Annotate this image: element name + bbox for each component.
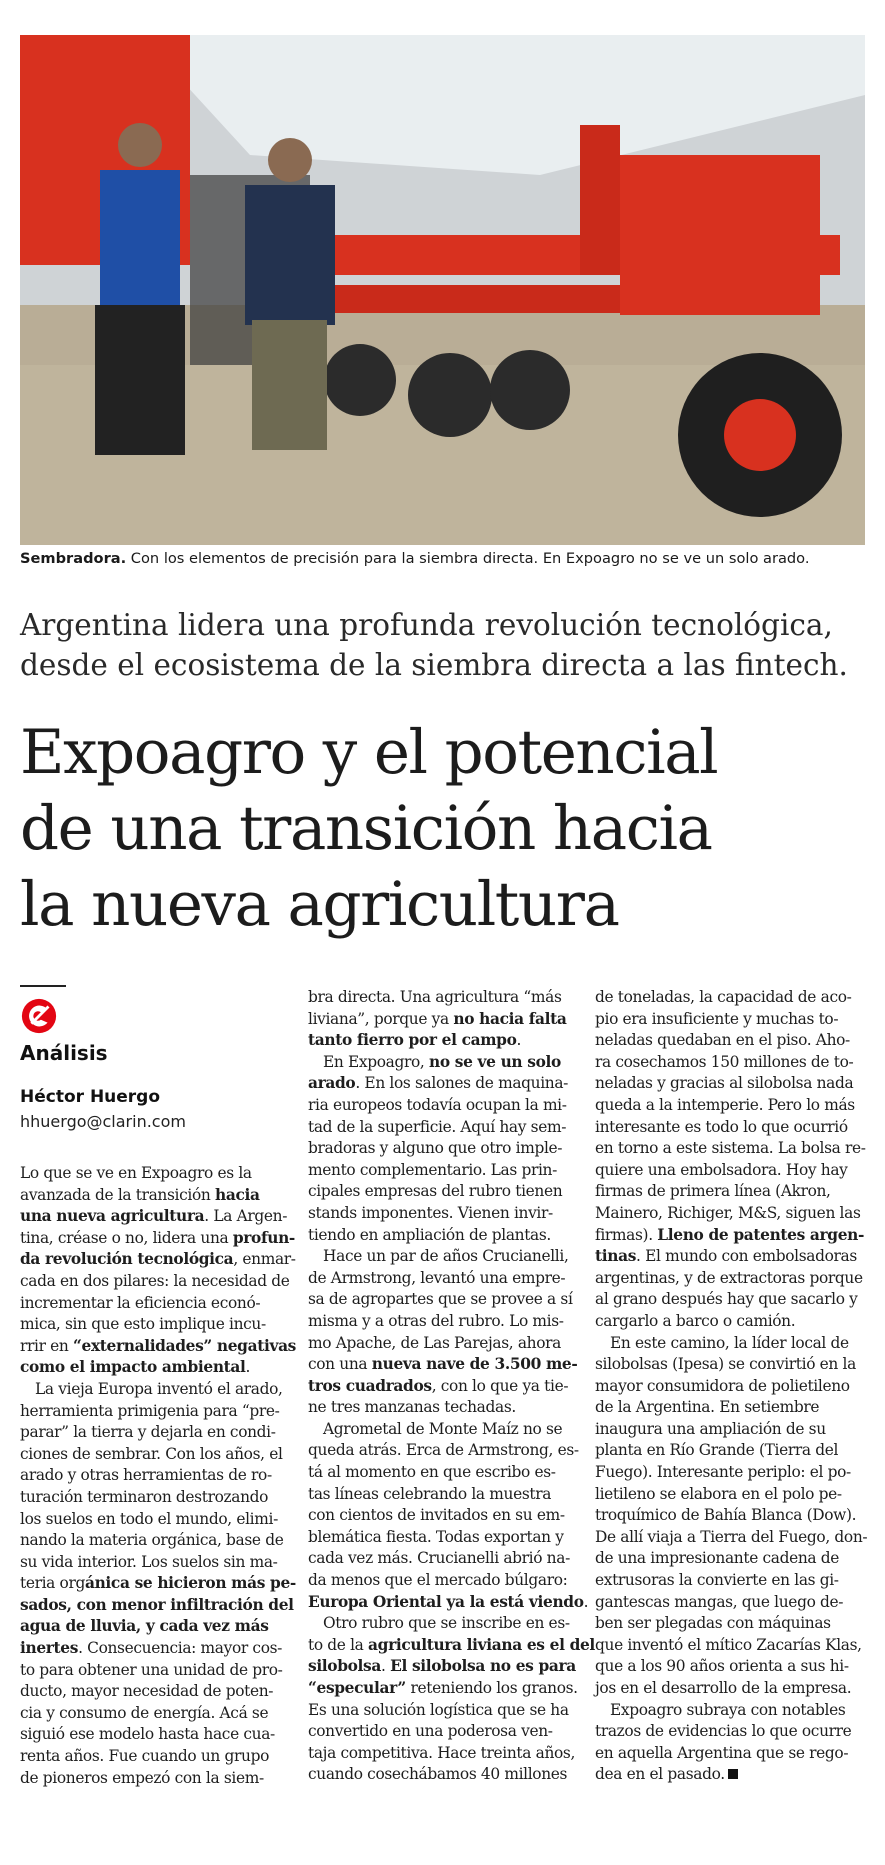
byline-block: [20, 985, 280, 1131]
article-text-line: Es una solución logística que se ha: [308, 1700, 569, 1719]
article-text-line: tina, créase o no, lidera una profun-: [20, 1228, 295, 1247]
article-text-line: tiendo en ampliación de plantas.: [308, 1225, 551, 1244]
article-text-line: herramienta primigenia para “pre-: [20, 1401, 280, 1420]
article-text-line: cada en dos pilares: la necesidad de: [20, 1271, 290, 1290]
article-text-line: pio era insuficiente y muchas to-: [595, 1009, 839, 1028]
article-text-line: Hace un par de años Crucianelli,: [308, 1247, 569, 1266]
article-text-line: los suelos en todo el mundo, elimi-: [20, 1509, 278, 1528]
subhead-line: Argentina lidera una profunda revolución tecnológica,: [20, 608, 833, 642]
article-text-line: de pioneros empezó con la siem-: [20, 1768, 264, 1787]
article-text-line: stands imponentes. Vienen invir-: [308, 1203, 553, 1222]
caption-label: Sembradora.: [20, 550, 127, 567]
article-text-line: ciones de sembrar. Con los años, el: [20, 1444, 283, 1463]
article-text-line: En este camino, la líder local de: [595, 1333, 849, 1352]
article-text-line: de toneladas, la capacidad de aco-: [595, 988, 852, 1006]
article-text-line: silobolsa. El silobolsa no es para: [308, 1657, 576, 1676]
article-text-line: misma y a otras del rubro. Lo mis-: [308, 1311, 564, 1330]
article-text-line: silobolsas (Ipesa) se convirtió en la: [595, 1355, 856, 1374]
article-text-line: ben ser plegadas con máquinas: [595, 1614, 831, 1633]
article-text-line: De allí viaja a Tierra del Fuego, don-: [595, 1527, 868, 1546]
author-name: Héctor Huergo: [20, 1087, 161, 1107]
article-text-line: teria orgánica se hicieron más pe-: [20, 1574, 296, 1593]
article-text-line: mento complementario. Las prin-: [308, 1160, 557, 1179]
article-text-line: convertido en una poderosa ven-: [308, 1722, 553, 1741]
article-text-line: mayor consumidora de polietileno: [595, 1376, 850, 1395]
article-text-line: blemática fiesta. Todas exportan y: [308, 1527, 564, 1546]
article-text-line: renta años. Fue cuando un grupo: [20, 1747, 269, 1766]
article-text-line: cuando cosechábamos 40 millones: [308, 1765, 568, 1784]
headline-line: de una transición hacia: [20, 793, 712, 864]
article-text-line: cargarlo a barco o camión.: [595, 1311, 796, 1330]
article-text-line: inaugura una ampliación de su: [595, 1419, 826, 1438]
section-divider: [20, 985, 66, 987]
article-text-line: inertes. Consecuencia: mayor cos-: [20, 1639, 283, 1658]
article-text-line: avanzada de la transición hacia: [20, 1185, 260, 1204]
article-text-line: bra directa. Una agricultura “más: [308, 988, 562, 1006]
article-text-line: tinas. El mundo con embolsadoras: [595, 1247, 857, 1266]
article-text-line: mo Apache, de Las Parejas, ahora: [308, 1333, 561, 1352]
article-text-line: cipales empresas del rubro tienen: [308, 1182, 563, 1201]
section-label: Análisis: [20, 1041, 108, 1065]
article-text-line: sa de agropartes que se provee a sí: [308, 1290, 573, 1309]
article-text-line: rrir en “externalidades” negativas: [20, 1336, 296, 1355]
article-text-line: una nueva agricultura. La Argen-: [20, 1207, 288, 1226]
article-column-1: [20, 1163, 296, 1789]
article-text-line: gantescas mangas, que luego de-: [595, 1592, 844, 1611]
agricultural-seeder-photo: [20, 35, 865, 545]
article-text-line: trazos de evidencias lo que ocurre: [595, 1722, 852, 1741]
article-subheadline: [20, 605, 865, 685]
article-text-line: interesante es todo lo que ocurrió: [595, 1117, 848, 1136]
article-text-line: arado. En los salones de maquina-: [308, 1074, 569, 1093]
article-text-line: planta en Río Grande (Tierra del: [595, 1441, 839, 1460]
article-text-line: sados, con menor infiltración del: [20, 1595, 294, 1614]
subhead-line: desde el ecosistema de la siembra directa a las fintech.: [20, 648, 848, 682]
article-text-line: en torno a este sistema. La bolsa re-: [595, 1139, 866, 1158]
article-text-line: turación terminaron destrozando: [20, 1487, 269, 1506]
article-text-line: Otro rubro que se inscribe en es-: [308, 1614, 570, 1633]
article-text-line: quiere una embolsadora. Hoy hay: [595, 1160, 848, 1179]
article-text-line: tá al momento en que escribo es-: [308, 1463, 556, 1482]
article-text-line: troquímico de Bahía Blanca (Dow).: [595, 1506, 857, 1525]
article-text-line: incrementar la eficiencia econó-: [20, 1293, 261, 1312]
article-text-line: firmas de primera línea (Akron,: [595, 1182, 831, 1201]
article-text-line: tas líneas celebrando la muestra: [308, 1484, 552, 1503]
headline-line: la nueva agricultura: [20, 869, 619, 940]
article-text-line: con cientos de invitados en su em-: [308, 1506, 565, 1525]
article-text-line: que a los 90 años orienta a sus hi-: [595, 1657, 849, 1676]
article-text-line: tad de la superficie. Aquí hay sem-: [308, 1117, 567, 1136]
article-text-line: argentinas, y de extractoras porque: [595, 1268, 863, 1287]
article-text-line: tros cuadrados, con lo que ya tie-: [308, 1376, 569, 1395]
article-text-line: siguió ese modelo hasta hace cua-: [20, 1725, 275, 1744]
article-text-line: neladas quedaban en el piso. Aho-: [595, 1031, 850, 1050]
article-text-line: ducto, mayor necesidad de poten-: [20, 1682, 274, 1701]
article-text-line: ria europeos todavía ocupan la mi-: [308, 1095, 567, 1114]
article-text-line: Expoagro subraya con notables: [595, 1700, 846, 1719]
article-text-line: parar” la tierra y dejarla en condi-: [20, 1423, 276, 1442]
article-text-line: taja competitiva. Hace treinta años,: [308, 1743, 576, 1762]
article-text-line: al grano después hay que sacarlo y: [595, 1290, 858, 1309]
article-text-line: que inventó el mítico Zacarías Klas,: [595, 1635, 862, 1654]
article-text-line: firmas). Lleno de patentes argen-: [595, 1225, 865, 1244]
article-text-line: Europa Oriental ya la está viendo.: [308, 1592, 589, 1611]
article-text-line: Lo que se ve en Expoagro es la: [20, 1164, 252, 1182]
article-text-line: extrusoras la convierte en las gi-: [595, 1571, 839, 1590]
article-text-line: nando la materia orgánica, base de: [20, 1531, 284, 1550]
article-text-line: neladas y gracias al silobolsa nada: [595, 1074, 854, 1093]
article-text-line: tanto fierro por el campo.: [308, 1031, 522, 1050]
end-of-article-mark: [728, 1769, 738, 1779]
article-text-line: ra cosechamos 150 millones de to-: [595, 1052, 854, 1071]
article-text-line: “especular” reteniendo los granos.: [308, 1679, 578, 1697]
photo-caption: [20, 550, 865, 568]
headline-line: Expoagro y el potencial: [20, 717, 718, 788]
article-text-line: dea en el pasado.: [595, 1764, 855, 1786]
article-text-line: lietileno se elabora en el polo pe-: [595, 1484, 842, 1503]
article-text-line: Agrometal de Monte Maíz no se: [308, 1419, 563, 1438]
article-text-line: Mainero, Richiger, M&S, siguen las: [595, 1203, 861, 1222]
article-text-line: arado y otras herramientas de ro-: [20, 1466, 272, 1485]
article-text-line: de una impresionante cadena de: [595, 1549, 840, 1568]
article-column-2: [308, 987, 595, 1786]
article-text-line: en aquella Argentina que se rego-: [595, 1743, 849, 1762]
article-text-line: de Armstrong, levantó una empre-: [308, 1268, 566, 1287]
article-text-line: de la Argentina. En setiembre: [595, 1398, 820, 1417]
article-text-line: cada vez más. Crucianelli abrió na-: [308, 1549, 570, 1568]
article-column-3: [595, 987, 868, 1786]
article-text-line: bradoras y alguno que otro imple-: [308, 1139, 563, 1158]
article-photo: [20, 35, 865, 545]
article-text-line: como el impacto ambiental.: [20, 1358, 251, 1377]
article-text-line: agua de lluvia, y cada vez más: [20, 1617, 269, 1636]
article-text-line: En Expoagro, no se ve un solo: [308, 1052, 561, 1071]
article-text-line: to de la agricultura liviana es el del: [308, 1635, 595, 1654]
article-text-line: da menos que el mercado búlgaro:: [308, 1571, 568, 1590]
article-text-line: La vieja Europa inventó el arado,: [20, 1379, 283, 1398]
article-text-line: su vida interior. Los suelos sin ma-: [20, 1552, 278, 1571]
article-text-line: con una nueva nave de 3.500 me-: [308, 1355, 578, 1374]
article-text-line: mica, sin que esto implique incu-: [20, 1315, 266, 1334]
article-text-line: liviana”, porque ya no hacia falta: [308, 1009, 567, 1028]
author-email[interactable]: hhuergo@clarin.com: [20, 1112, 186, 1131]
article-text-line: queda atrás. Erca de Armstrong, es-: [308, 1441, 579, 1460]
article-text-line: Fuego). Interesante periplo: el po-: [595, 1463, 851, 1482]
clarin-logo-icon: [20, 997, 58, 1035]
article-text-line: to para obtener una unidad de pro-: [20, 1660, 283, 1679]
article-text-line: queda a la intemperie. Pero lo más: [595, 1095, 855, 1114]
article-headline: [20, 715, 865, 943]
article-text-line: da revolución tecnológica, enmar-: [20, 1250, 296, 1269]
article-text-line: cia y consumo de energía. Acá se: [20, 1703, 269, 1722]
article-text-line: jos en el desarrollo de la empresa.: [595, 1679, 852, 1697]
caption-text: Con los elementos de precisión para la siembra directa. En Expoagro no se ve un solo arado.: [126, 550, 810, 567]
article-text-line: ne tres manzanas techadas.: [308, 1398, 516, 1417]
